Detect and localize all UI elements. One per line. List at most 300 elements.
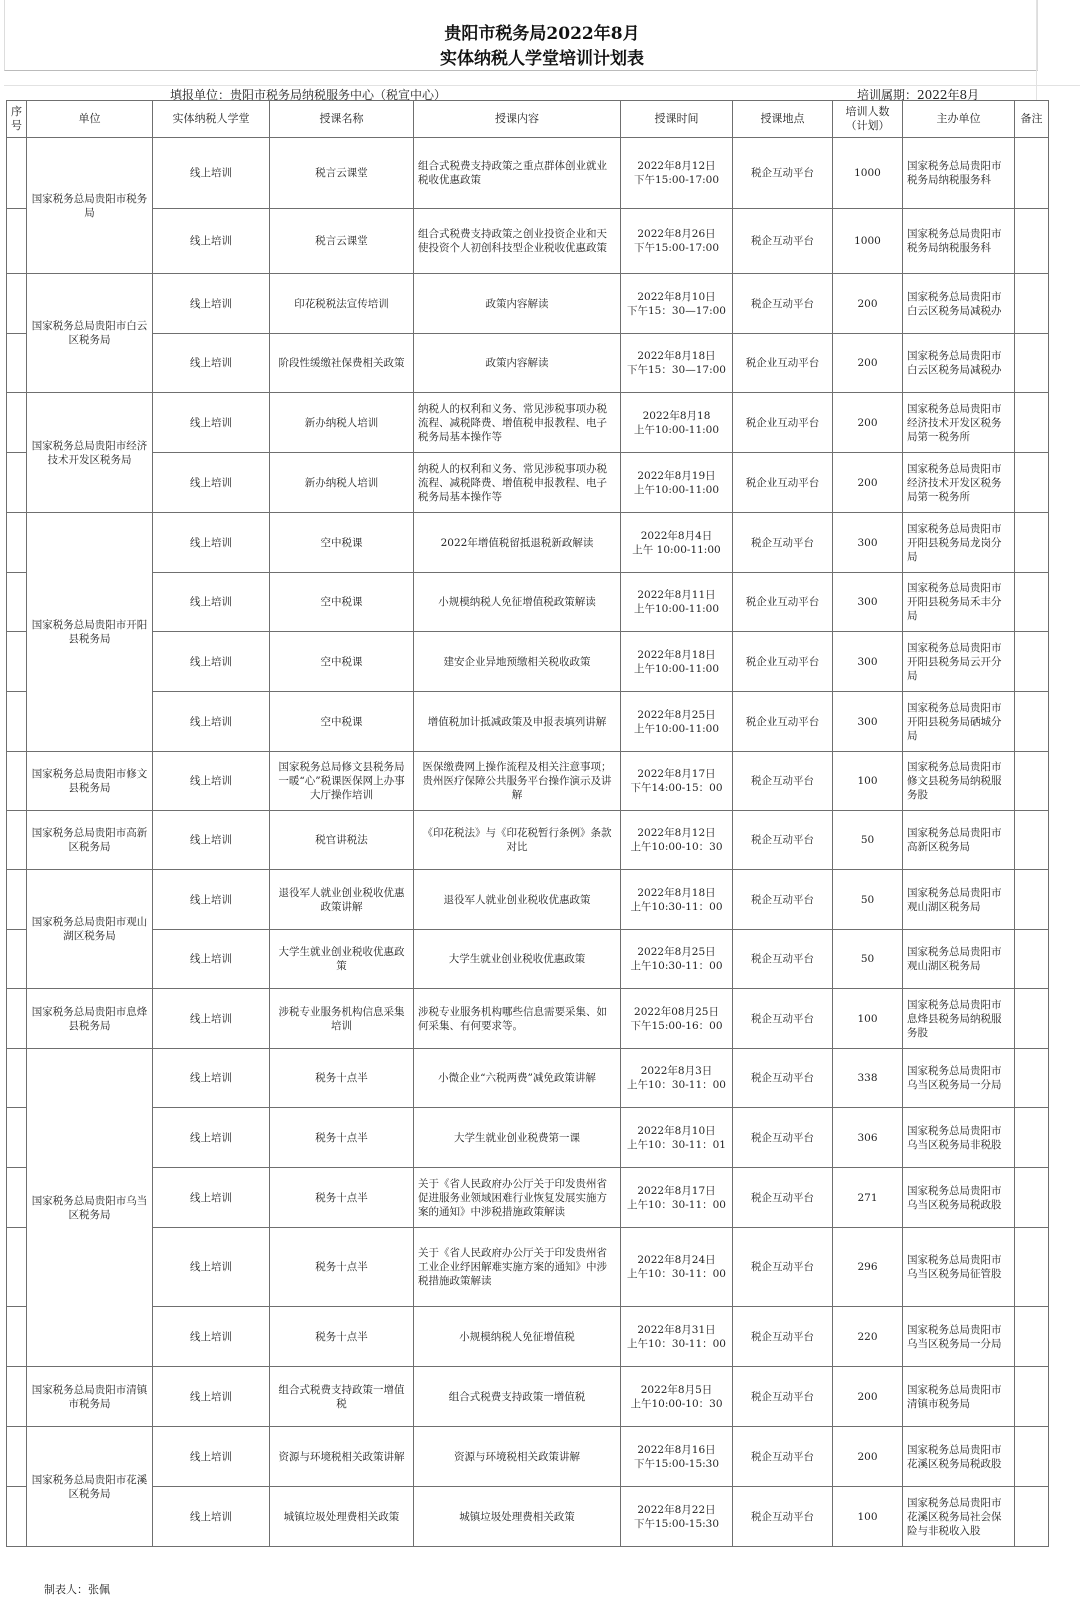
school-cell: 线上培训 — [153, 453, 270, 513]
time-hours: 下午14:00-15：00 — [630, 782, 723, 794]
time-hours: 下午15:00-15:30 — [633, 1457, 720, 1470]
note-cell — [1015, 393, 1049, 453]
note-cell — [1015, 989, 1049, 1049]
table-header-row — [7, 101, 1049, 138]
place-cell: 税企互动平台 — [733, 1049, 833, 1108]
host-cell: 国家税务总局贵阳市开阳县税务局硒城分局 — [903, 692, 1015, 752]
time-cell — [621, 632, 733, 692]
count-cell: 1000 — [833, 209, 903, 274]
content-cell: 增值税加计抵减政策及申报表填列讲解 — [414, 692, 621, 752]
seq-cell — [7, 989, 27, 1049]
time-hours: 下午15:00-17:00 — [633, 242, 720, 254]
time-date: 2022年8月19日 — [637, 469, 716, 482]
content-cell: 组合式税费支持政策一增值税 — [414, 1367, 621, 1427]
unit-cell: 国家税务总局贵阳市花溪区税务局 — [27, 1427, 153, 1547]
table-row — [7, 513, 1049, 573]
count-cell: 306 — [833, 1108, 903, 1168]
count-cell: 300 — [833, 692, 903, 752]
note-cell — [1015, 752, 1049, 811]
time-date: 2022年8月12日 — [637, 827, 716, 839]
content-cell: 小规模纳税人免征增值税 — [414, 1307, 621, 1367]
place-cell: 税企互动平台 — [733, 513, 833, 573]
unit-cell: 国家税务总局贵阳市清镇市税务局 — [27, 1367, 153, 1427]
school-cell: 线上培训 — [153, 1168, 270, 1228]
count-cell: 100 — [833, 989, 903, 1049]
time-cell — [621, 1307, 733, 1367]
school-cell: 线上培训 — [153, 334, 270, 393]
fill-unit-label: 填报单位：贵阳市税务局纳税服务中心（税宣中心） — [170, 88, 447, 102]
time-hours: 下午15:00-17:00 — [633, 174, 720, 186]
count-cell: 200 — [833, 274, 903, 334]
seq-cell — [7, 692, 27, 752]
place-cell: 税企业互动平台 — [733, 393, 833, 453]
course-cell: 大学生就业创业税收优惠政策 — [270, 930, 414, 989]
content-cell: 组合式税费支持政策之重点群体创业就业税收优惠政策 — [414, 138, 621, 209]
place-cell: 税企互动平台 — [733, 930, 833, 989]
table-row — [7, 573, 1049, 632]
count-cell: 200 — [833, 1367, 903, 1427]
host-cell: 国家税务总局贵阳市乌当区税务局税政股 — [903, 1168, 1015, 1228]
note-cell — [1015, 334, 1049, 393]
note-cell — [1015, 513, 1049, 573]
school-cell: 线上培训 — [153, 1049, 270, 1108]
place-cell: 税企业互动平台 — [733, 453, 833, 513]
course-cell: 税务十点半 — [270, 1108, 414, 1168]
content-cell: 组合式税费支持政策之创业投资企业和天使投资个人初创科技型企业税收优惠政策 — [414, 209, 621, 274]
note-cell — [1015, 1487, 1049, 1547]
time-date: 2022年08月25日 — [634, 1005, 719, 1018]
time-date: 2022年8月3日 — [640, 1065, 713, 1077]
school-cell: 线上培训 — [153, 513, 270, 573]
table-row — [7, 274, 1049, 334]
count-cell: 200 — [833, 1427, 903, 1487]
host-cell: 国家税务总局贵阳市经济技术开发区税务局第一税务所 — [903, 393, 1015, 453]
content-cell: 退役军人就业创业税收优惠政策 — [414, 870, 621, 930]
time-cell — [621, 138, 733, 209]
content-cell: 2022年增值税留抵退税新政解读 — [414, 513, 621, 573]
table-row — [7, 138, 1049, 209]
school-cell: 线上培训 — [153, 989, 270, 1049]
place-cell: 税企互动平台 — [733, 1228, 833, 1307]
header-host: 主办单位 — [903, 101, 1015, 138]
content-cell: 资源与环境税相关政策讲解 — [414, 1427, 621, 1487]
place-cell: 税企业互动平台 — [733, 334, 833, 393]
host-cell: 国家税务总局贵阳市清镇市税务局 — [903, 1367, 1015, 1427]
seq-cell — [7, 870, 27, 930]
school-cell: 线上培训 — [153, 930, 270, 989]
unit-cell: 国家税务总局贵阳市高新区税务局 — [27, 811, 153, 870]
time-cell — [621, 1427, 733, 1487]
time-hours: 下午15:00-16：00 — [630, 1019, 723, 1032]
course-cell: 资源与环境税相关政策讲解 — [270, 1427, 414, 1487]
place-cell: 税企互动平台 — [733, 1367, 833, 1427]
note-cell — [1015, 1108, 1049, 1168]
time-hours: 下午15：30—17:00 — [627, 304, 726, 317]
table-row — [7, 209, 1049, 274]
course-cell: 城镇垃圾处理费相关政策 — [270, 1487, 414, 1547]
course-cell: 空中税课 — [270, 632, 414, 692]
time-hours: 上午10:00-11:00 — [633, 483, 720, 496]
host-cell: 国家税务总局贵阳市经济技术开发区税务局第一税务所 — [903, 453, 1015, 513]
course-cell: 国家税务总局修文县税务局一暖“心”税课医保网上办事大厅操作培训 — [270, 752, 414, 811]
count-cell: 296 — [833, 1228, 903, 1307]
count-cell: 200 — [833, 334, 903, 393]
host-cell: 国家税务总局贵阳市观山湖区税务局 — [903, 930, 1015, 989]
course-cell: 税务十点半 — [270, 1307, 414, 1367]
host-cell: 国家税务总局贵阳市乌当区税务局一分局 — [903, 1307, 1015, 1367]
time-hours: 上午10：30-11：00 — [627, 1268, 726, 1280]
count-cell: 200 — [833, 393, 903, 453]
content-cell: 大学生就业创业税收优惠政策 — [414, 930, 621, 989]
content-cell: 纳税人的权利和义务、常见涉税事项办税流程、减税降费、增值税申报教程、电子税务局基本操作等 — [414, 393, 621, 453]
note-cell — [1015, 1307, 1049, 1367]
place-cell: 税企互动平台 — [733, 1168, 833, 1228]
time-date: 2022年8月31日 — [637, 1323, 716, 1336]
course-cell: 阶段性缓缴社保费相关政策 — [270, 334, 414, 393]
time-hours: 上午10:00-11:00 — [633, 662, 720, 675]
course-cell: 税官讲税法 — [270, 811, 414, 870]
host-cell: 国家税务总局贵阳市花溪区税务局税政股 — [903, 1427, 1015, 1487]
content-cell: 建安企业异地预缴相关税收政策 — [414, 632, 621, 692]
course-cell: 印花税税法宣传培训 — [270, 274, 414, 334]
seq-cell — [7, 453, 27, 513]
course-cell: 税务十点半 — [270, 1049, 414, 1108]
count-cell: 100 — [833, 752, 903, 811]
host-cell: 国家税务总局贵阳市乌当区税务局非税股 — [903, 1108, 1015, 1168]
place-cell: 税企互动平台 — [733, 1427, 833, 1487]
place-cell: 税企互动平台 — [733, 1487, 833, 1547]
time-hours: 上午 10:00-11:00 — [632, 543, 721, 556]
note-cell — [1015, 1168, 1049, 1228]
table-row — [7, 870, 1049, 930]
school-cell: 线上培训 — [153, 573, 270, 632]
note-cell — [1015, 692, 1049, 752]
header-time: 授课时间 — [621, 101, 733, 138]
place-cell: 税企互动平台 — [733, 811, 833, 870]
unit-cell: 国家税务总局贵阳市开阳县税务局 — [27, 513, 153, 752]
time-date: 2022年8月18日 — [637, 886, 716, 899]
time-cell — [621, 1049, 733, 1108]
school-cell: 线上培训 — [153, 209, 270, 274]
note-cell — [1015, 573, 1049, 632]
time-hours: 上午10:30-11：00 — [630, 960, 723, 972]
school-cell: 线上培训 — [153, 1367, 270, 1427]
note-cell — [1015, 1427, 1049, 1487]
time-cell — [621, 811, 733, 870]
note-cell — [1015, 138, 1049, 209]
host-cell: 国家税务总局贵阳市高新区税务局 — [903, 811, 1015, 870]
seq-cell — [7, 1168, 27, 1228]
course-cell: 新办纳税人培训 — [270, 453, 414, 513]
school-cell: 线上培训 — [153, 1487, 270, 1547]
header-school: 实体纳税人学堂 — [153, 101, 270, 138]
place-cell: 税企互动平台 — [733, 138, 833, 209]
place-cell: 税企互动平台 — [733, 1108, 833, 1168]
seq-cell — [7, 1487, 27, 1547]
table-row — [7, 1108, 1049, 1168]
time-hours: 上午10：30-11：00 — [627, 1079, 726, 1091]
content-cell: 《印花税法》与《印花税暂行条例》条款对比 — [414, 811, 621, 870]
time-date: 2022年8月22日 — [637, 1503, 716, 1516]
course-cell: 空中税课 — [270, 573, 414, 632]
time-hours: 上午10：30-11：00 — [627, 1198, 726, 1211]
time-hours: 上午10:00-11:00 — [633, 603, 720, 615]
time-date: 2022年8月17日 — [637, 1184, 716, 1197]
unit-cell: 国家税务总局贵阳市税务局 — [27, 138, 153, 274]
unit-cell: 国家税务总局贵阳市白云区税务局 — [27, 274, 153, 393]
seq-cell — [7, 573, 27, 632]
seq-cell — [7, 1108, 27, 1168]
count-cell: 50 — [833, 811, 903, 870]
time-date: 2022年8月25日 — [637, 946, 716, 958]
table-row — [7, 1367, 1049, 1427]
time-cell — [621, 1168, 733, 1228]
unit-cell: 国家税务总局贵阳市观山湖区税务局 — [27, 870, 153, 989]
table-row — [7, 393, 1049, 453]
content-cell: 小规模纳税人免征增值税政策解读 — [414, 573, 621, 632]
table-row — [7, 1049, 1049, 1108]
school-cell: 线上培训 — [153, 811, 270, 870]
course-cell: 税言云课堂 — [270, 138, 414, 209]
time-cell — [621, 1108, 733, 1168]
place-cell: 税企互动平台 — [733, 752, 833, 811]
header-place: 授课地点 — [733, 101, 833, 138]
place-cell: 税企业互动平台 — [733, 692, 833, 752]
place-cell: 税企互动平台 — [733, 274, 833, 334]
note-cell — [1015, 453, 1049, 513]
school-cell: 线上培训 — [153, 274, 270, 334]
seq-cell — [7, 1307, 27, 1367]
header-course: 授课名称 — [270, 101, 414, 138]
content-cell: 政策内容解读 — [414, 274, 621, 334]
time-cell — [621, 1228, 733, 1307]
unit-cell: 国家税务总局贵阳市经济技术开发区税务局 — [27, 393, 153, 513]
note-cell — [1015, 811, 1049, 870]
host-cell: 国家税务总局贵阳市开阳县税务局禾丰分局 — [903, 573, 1015, 632]
seq-cell — [7, 1427, 27, 1487]
training-plan-table — [6, 100, 1049, 1547]
seq-cell — [7, 209, 27, 274]
count-cell: 271 — [833, 1168, 903, 1228]
content-cell: 城镇垃圾处理费相关政策 — [414, 1487, 621, 1547]
school-cell: 线上培训 — [153, 1108, 270, 1168]
note-cell — [1015, 209, 1049, 274]
note-cell — [1015, 632, 1049, 692]
seq-cell — [7, 930, 27, 989]
unit-cell: 国家税务总局贵阳市乌当区税务局 — [27, 1049, 153, 1367]
table-row — [7, 1427, 1049, 1487]
time-hours: 下午15：30—17:00 — [627, 364, 726, 376]
school-cell: 线上培训 — [153, 138, 270, 209]
place-cell: 税企互动平台 — [733, 209, 833, 274]
unit-cell: 国家税务总局贵阳市修文县税务局 — [27, 752, 153, 811]
place-cell: 税企业互动平台 — [733, 573, 833, 632]
course-cell: 新办纳税人培训 — [270, 393, 414, 453]
school-cell: 线上培训 — [153, 393, 270, 453]
content-cell: 大学生就业创业税费第一课 — [414, 1108, 621, 1168]
time-cell — [621, 334, 733, 393]
course-cell: 税务十点半 — [270, 1168, 414, 1228]
count-cell: 1000 — [833, 138, 903, 209]
time-cell — [621, 930, 733, 989]
header-content: 授课内容 — [414, 101, 621, 138]
seq-cell — [7, 632, 27, 692]
page-title — [4, 22, 1080, 72]
school-cell: 线上培训 — [153, 1427, 270, 1487]
note-cell — [1015, 1367, 1049, 1427]
host-cell: 国家税务总局贵阳市乌当区税务局征管股 — [903, 1228, 1015, 1307]
header-note: 备注 — [1015, 101, 1049, 138]
host-cell: 国家税务总局贵阳市开阳县税务局云开分局 — [903, 632, 1015, 692]
preparer-label: 制表人：张佩 — [44, 1583, 110, 1596]
time-cell — [621, 692, 733, 752]
time-cell — [621, 1367, 733, 1427]
header-count: 培训人数（计划） — [833, 101, 903, 138]
seq-cell — [7, 1049, 27, 1108]
time-cell — [621, 209, 733, 274]
time-cell — [621, 1487, 733, 1547]
time-hours: 上午10:30-11：00 — [630, 900, 723, 913]
time-cell — [621, 274, 733, 334]
table-row — [7, 1487, 1049, 1547]
time-date: 2022年8月4日 — [640, 529, 713, 542]
seq-cell — [7, 334, 27, 393]
header-unit: 单位 — [27, 101, 153, 138]
note-cell — [1015, 930, 1049, 989]
seq-cell — [7, 513, 27, 573]
content-cell: 医保缴费网上操作流程及相关注意事项；贵州医疗保障公共服务平台操作演示及讲解 — [414, 752, 621, 811]
school-cell: 线上培训 — [153, 870, 270, 930]
time-date: 2022年8月17日 — [637, 768, 716, 780]
note-cell — [1015, 870, 1049, 930]
time-cell — [621, 453, 733, 513]
seq-cell — [7, 138, 27, 209]
host-cell: 国家税务总局贵阳市白云区税务局减税办 — [903, 334, 1015, 393]
content-cell: 关于《省人民政府办公厅关于印发贵州省工业企业纾困解难实施方案的通知》中涉税措施政策解读 — [414, 1228, 621, 1307]
table-row — [7, 632, 1049, 692]
time-cell — [621, 752, 733, 811]
table-row — [7, 752, 1049, 811]
seq-cell — [7, 811, 27, 870]
count-cell: 338 — [833, 1049, 903, 1108]
place-cell: 税企业互动平台 — [733, 632, 833, 692]
time-date: 2022年8月18日 — [637, 350, 716, 362]
host-cell: 国家税务总局贵阳市修文县税务局纳税服务股 — [903, 752, 1015, 811]
time-date: 2022年8月16日 — [637, 1443, 716, 1456]
time-hours: 上午10:00-11:00 — [633, 722, 720, 735]
table-row — [7, 453, 1049, 513]
host-cell: 国家税务总局贵阳市花溪区税务局社会保险与非税收入股 — [903, 1487, 1015, 1547]
time-date: 2022年8月11日 — [637, 589, 716, 601]
table-row — [7, 1228, 1049, 1307]
time-cell — [621, 870, 733, 930]
count-cell: 220 — [833, 1307, 903, 1367]
table-row — [7, 989, 1049, 1049]
time-date: 2022年8月18日 — [637, 648, 716, 661]
course-cell: 税务十点半 — [270, 1228, 414, 1307]
table-row — [7, 334, 1049, 393]
host-cell: 国家税务总局贵阳市乌当区税务局一分局 — [903, 1049, 1015, 1108]
count-cell: 50 — [833, 930, 903, 989]
content-cell: 涉税专业服务机构哪些信息需要采集、如何采集、有何要求等。 — [414, 989, 621, 1049]
course-cell: 涉税专业服务机构信息采集培训 — [270, 989, 414, 1049]
time-hours: 下午15:00-15:30 — [633, 1517, 720, 1530]
time-date: 2022年8月10日 — [637, 1124, 716, 1137]
seq-cell — [7, 274, 27, 334]
school-cell: 线上培训 — [153, 692, 270, 752]
count-cell: 300 — [833, 513, 903, 573]
course-cell: 退役军人就业创业税收优惠政策讲解 — [270, 870, 414, 930]
content-cell: 小微企业“六税两费”减免政策讲解 — [414, 1049, 621, 1108]
host-cell: 国家税务总局贵阳市白云区税务局减税办 — [903, 274, 1015, 334]
header-seq: 序号 — [7, 101, 27, 138]
seq-cell — [7, 1228, 27, 1307]
school-cell: 线上培训 — [153, 752, 270, 811]
place-cell: 税企互动平台 — [733, 989, 833, 1049]
host-cell: 国家税务总局贵阳市观山湖区税务局 — [903, 870, 1015, 930]
host-cell: 国家税务总局贵阳市开阳县税务局龙岗分局 — [903, 513, 1015, 573]
course-cell: 空中税课 — [270, 692, 414, 752]
time-cell — [621, 513, 733, 573]
count-cell: 300 — [833, 573, 903, 632]
training-period-label: 培训属期：2022年8月 — [857, 88, 980, 102]
table-row — [7, 930, 1049, 989]
host-cell: 国家税务总局贵阳市息烽县税务局纳税服务股 — [903, 989, 1015, 1049]
count-cell: 50 — [833, 870, 903, 930]
school-cell: 线上培训 — [153, 632, 270, 692]
place-cell: 税企互动平台 — [733, 870, 833, 930]
title-line-2: 实体纳税人学堂培训计划表 — [440, 49, 644, 69]
table-row — [7, 1307, 1049, 1367]
time-cell — [621, 393, 733, 453]
school-cell: 线上培训 — [153, 1307, 270, 1367]
unit-cell: 国家税务总局贵阳市息烽县税务局 — [27, 989, 153, 1049]
time-cell — [621, 989, 733, 1049]
note-cell — [1015, 1228, 1049, 1307]
course-cell: 组合式税费支持政策一增值税 — [270, 1367, 414, 1427]
time-date: 2022年8月24日 — [637, 1254, 716, 1266]
seq-cell — [7, 393, 27, 453]
count-cell: 200 — [833, 453, 903, 513]
time-hours: 上午10:00-10：30 — [630, 1397, 723, 1410]
time-hours: 上午10：30-11：00 — [627, 1337, 726, 1350]
course-cell: 税言云课堂 — [270, 209, 414, 274]
note-cell — [1015, 274, 1049, 334]
table-row — [7, 811, 1049, 870]
table-row — [7, 1168, 1049, 1228]
content-cell: 纳税人的权利和义务、常见涉税事项办税流程、减税降费、增值税申报教程、电子税务局基本操作等 — [414, 453, 621, 513]
course-cell: 空中税课 — [270, 513, 414, 573]
content-cell: 政策内容解读 — [414, 334, 621, 393]
time-hours: 上午10:00-11:00 — [633, 423, 720, 436]
seq-cell — [7, 1367, 27, 1427]
time-cell — [621, 573, 733, 632]
time-date: 2022年8月5日 — [640, 1383, 713, 1396]
title-line-1: 贵阳市税务局2022年8月 — [444, 24, 640, 44]
count-cell: 300 — [833, 632, 903, 692]
time-date: 2022年8月26日 — [637, 228, 716, 240]
time-date: 2022年8月12日 — [637, 160, 716, 172]
host-cell: 国家税务总局贵阳市税务局纳税服务科 — [903, 209, 1015, 274]
time-date: 2022年8月25日 — [637, 708, 716, 721]
place-cell: 税企互动平台 — [733, 1307, 833, 1367]
note-cell — [1015, 1049, 1049, 1108]
count-cell: 100 — [833, 1487, 903, 1547]
time-date: 2022年8月10日 — [637, 290, 716, 303]
time-date: 2022年8月18 — [642, 409, 711, 422]
table-row — [7, 692, 1049, 752]
content-cell: 关于《省人民政府办公厅关于印发贵州省促进服务业领域困难行业恢复发展实施方案的通知》中涉税措施政策解读 — [414, 1168, 621, 1228]
